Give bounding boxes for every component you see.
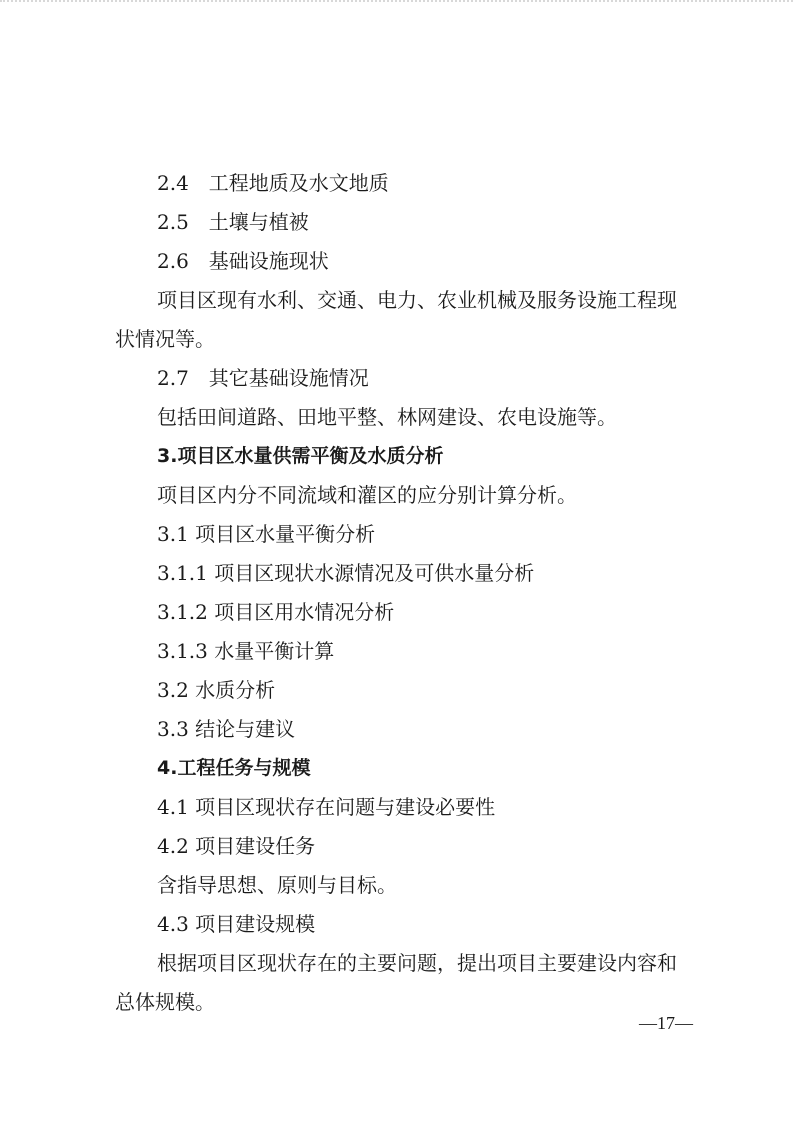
heading-3-1-2: 3.1.2 项目区用水情况分析 bbox=[157, 600, 395, 624]
heading-2-5: 2.5 土壤与植被 bbox=[157, 210, 309, 234]
heading-2-6: 2.6 基础设施现状 bbox=[157, 249, 329, 273]
heading-3-1: 3.1 项目区水量平衡分析 bbox=[157, 522, 376, 546]
paragraph-2-6-line-1: 项目区现有水利、交通、电力、农业机械及服务设施工程现 bbox=[157, 288, 677, 312]
heading-4-1: 4.1 项目区现状存在问题与建设必要性 bbox=[157, 795, 496, 819]
heading-4-3: 4.3 项目建设规模 bbox=[157, 912, 316, 936]
heading-4-2: 4.2 项目建设任务 bbox=[157, 834, 316, 858]
paragraph-3: 项目区内分不同流域和灌区的应分别计算分析。 bbox=[157, 483, 577, 507]
paragraph-2-6-line-2: 状情况等。 bbox=[115, 327, 215, 351]
paragraph-4-3-line-2: 总体规模。 bbox=[115, 990, 215, 1014]
paragraph-2-7: 包括田间道路、田地平整、林网建设、农电设施等。 bbox=[157, 405, 617, 429]
paragraph-4-2: 含指导思想、原则与目标。 bbox=[157, 873, 397, 897]
paragraph-4-3-line-1: 根据项目区现状存在的主要问题，提出项目主要建设内容和 bbox=[157, 951, 677, 975]
heading-3-1-3: 3.1.3 水量平衡计算 bbox=[157, 639, 335, 663]
scan-edge-marks bbox=[0, 0, 793, 10]
heading-3-2: 3.2 水质分析 bbox=[157, 678, 276, 702]
heading-2-7: 2.7 其它基础设施情况 bbox=[157, 366, 369, 390]
page-number: —17— bbox=[639, 1013, 693, 1033]
heading-3-3: 3.3 结论与建议 bbox=[157, 717, 296, 741]
heading-3-1-1: 3.1.1 项目区现状水源情况及可供水量分析 bbox=[157, 561, 535, 585]
heading-4: 4.工程任务与规模 bbox=[157, 757, 311, 779]
heading-2-4: 2.4 工程地质及水文地质 bbox=[157, 171, 389, 195]
heading-3: 3.项目区水量供需平衡及水质分析 bbox=[157, 445, 444, 467]
